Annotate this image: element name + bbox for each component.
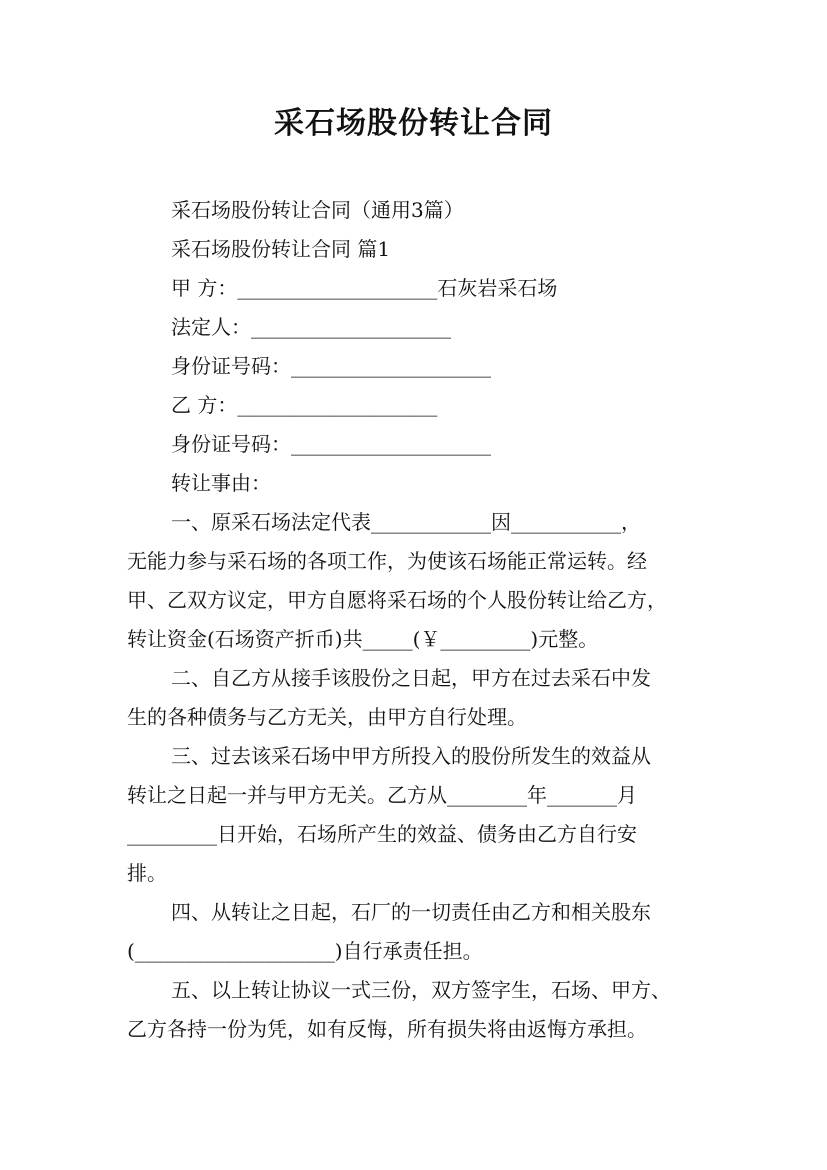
text-line-party-a-id: 身份证号码：____________________	[171, 354, 491, 378]
text-line-clause-5: 乙方各持一份为凭，如有反悔，所有损失将由返悔方承担。	[127, 1017, 647, 1041]
text-line-clause-4: 四、从转让之日起，石厂的一切责任由乙方和相关股东	[171, 900, 651, 924]
text-line-clause-3: 转让之日起一并与甲方无关。乙方从________年_______月	[127, 783, 637, 807]
text-line-clause-2: 生的各种债务与乙方无关，由甲方自行处理。	[127, 705, 527, 729]
text-line-subtitle: 采石场股份转让合同（通用3篇）	[171, 198, 464, 222]
text-line-clause-3: 三、过去该采石场中甲方所投入的股份所发生的效益从	[171, 744, 651, 768]
text-line-clause-3: _________日开始，石场所产生的效益、债务由乙方自行安	[127, 822, 637, 846]
text-line-clause-4: (____________________)自行承责任担。	[127, 939, 483, 963]
text-line-clause-3: 排。	[127, 861, 167, 885]
document-body	[127, 191, 717, 1049]
text-line-reason-heading: 转让事由：	[171, 471, 271, 495]
text-line-legal-person: 法定人：____________________	[171, 315, 451, 339]
text-line-clause-2: 二、自乙方从接手该股份之日起，甲方在过去采石中发	[171, 666, 651, 690]
text-line-clause-1: 甲、乙双方议定，甲方自愿将采石场的个人股份转让给乙方，	[127, 588, 667, 612]
text-line-clause-1: 转让资金(石场资产折币)共_____(￥_________)元整。	[127, 627, 599, 651]
text-line-clause-1: 无能力参与采石场的各项工作，为使该石场能正常运转。经	[127, 549, 647, 573]
text-line-party-b-id: 身份证号码：____________________	[171, 432, 491, 456]
text-line-party-a: 甲 方：____________________石灰岩采石场	[171, 276, 558, 300]
document-title: 采石场股份转让合同	[274, 106, 553, 141]
text-line-clause-1: 一、原采石场法定代表____________因___________，	[171, 510, 641, 534]
text-line-section-heading: 采石场股份转让合同 篇1	[171, 237, 391, 261]
text-line-clause-5: 五、以上转让协议一式三份，双方签字生，石场、甲方、	[171, 978, 671, 1002]
text-line-party-b: 乙 方：____________________	[171, 393, 438, 417]
